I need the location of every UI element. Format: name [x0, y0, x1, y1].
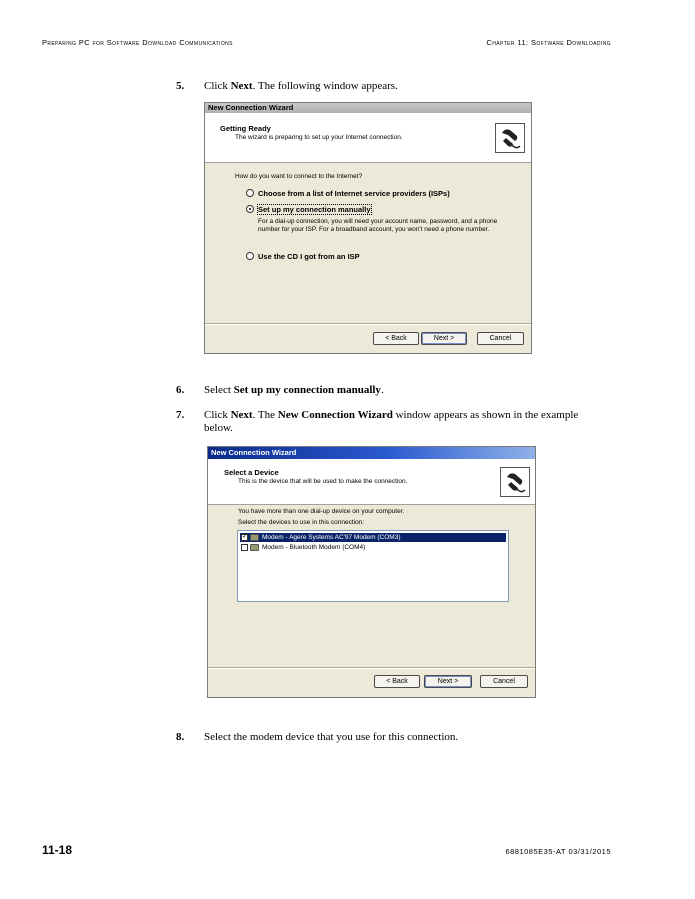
wizard-body — [208, 505, 535, 685]
step-bold-text: Next — [230, 80, 253, 92]
wizard-body — [205, 163, 531, 343]
manual-setup-note: For a dial-up connection, you will need your account name, password, and a phone number for your ISP. For a broadband account, you won't need a phone number. — [258, 218, 498, 233]
wizard-header — [208, 459, 535, 505]
step-text: . The — [252, 409, 278, 421]
step-number: 6. — [176, 384, 185, 396]
modem-icon — [250, 544, 259, 551]
step-8 — [176, 731, 606, 744]
running-header-right: Chapter 11: Software Downloading — [486, 38, 611, 47]
radio-label-choose-isp[interactable]: Choose from a list of Internet service providers (ISPs) — [258, 189, 450, 198]
radio-label-setup-manually[interactable]: Set up my connection manually — [258, 205, 371, 214]
step-text: . The following window appears. — [252, 80, 398, 92]
page-number: 11-18 — [42, 843, 73, 857]
connection-wizard-icon — [500, 467, 530, 497]
step-text: Select the modem device that you use for this connection. — [204, 731, 459, 743]
step-bold-text: Next — [230, 409, 253, 421]
device-checkbox[interactable] — [241, 544, 248, 551]
document-id: 6881085E35-AT 03/31/2015 — [505, 847, 611, 856]
wizard-subheading: This is the device that will be used to make the connection. — [238, 478, 408, 485]
step-text: window appears as shown in the example below. — [204, 409, 579, 434]
radio-use-cd[interactable] — [246, 252, 254, 260]
device-listbox[interactable] — [237, 530, 509, 602]
device-info-text: You have more than one dial-up device on your computer. — [238, 508, 405, 515]
wizard-header — [205, 113, 531, 163]
device-list-item[interactable] — [240, 543, 506, 552]
step-text: Click — [204, 80, 231, 92]
back-button[interactable]: < Back — [374, 675, 420, 688]
step-text: Select — [204, 384, 234, 396]
running-header-left: Preparing PC for Software Download Communications — [42, 38, 233, 47]
back-button[interactable]: < Back — [373, 332, 419, 345]
window-title: New Connection Wizard — [208, 447, 535, 459]
device-label: Modem - Agere Systems AC'97 Modem (COM3) — [262, 534, 401, 541]
step-5 — [176, 80, 606, 93]
cancel-button[interactable]: Cancel — [477, 332, 524, 345]
button-separator — [205, 323, 531, 325]
step-number: 5. — [176, 80, 185, 92]
step-number: 7. — [176, 409, 185, 421]
modem-icon — [250, 534, 259, 541]
wizard-window-getting-ready — [204, 102, 532, 354]
device-instruction-text: Select the devices to use in this connection: — [238, 519, 365, 526]
step-7 — [176, 409, 606, 435]
radio-choose-isp[interactable] — [246, 189, 254, 197]
device-list-item[interactable] — [240, 533, 506, 542]
step-text: Click — [204, 409, 231, 421]
step-6 — [176, 384, 606, 397]
step-bold-text: Set up my connection manually — [233, 384, 381, 396]
wizard-subheading: The wizard is preparing to set up your Internet connection. — [235, 134, 403, 141]
next-button[interactable]: Next > — [424, 675, 472, 688]
connection-wizard-icon — [495, 123, 525, 153]
step-number: 8. — [176, 731, 185, 743]
window-title: New Connection Wizard — [205, 103, 531, 113]
wizard-window-select-device — [207, 446, 536, 698]
next-button[interactable]: Next > — [421, 332, 467, 345]
wizard-heading: Select a Device — [224, 468, 279, 477]
button-separator — [208, 667, 535, 669]
device-label: Modem - Bluetooth Modem (COM4) — [262, 544, 366, 551]
wizard-heading: Getting Ready — [220, 124, 271, 133]
step-bold-text: New Connection Wizard — [277, 409, 393, 421]
step-text: . — [380, 384, 384, 396]
cancel-button[interactable]: Cancel — [480, 675, 528, 688]
radio-label-use-cd[interactable]: Use the CD I got from an ISP — [258, 252, 360, 261]
device-checkbox[interactable] — [241, 534, 248, 541]
radio-setup-manually[interactable] — [246, 205, 254, 213]
connection-question: How do you want to connect to the Internet? — [235, 173, 363, 180]
